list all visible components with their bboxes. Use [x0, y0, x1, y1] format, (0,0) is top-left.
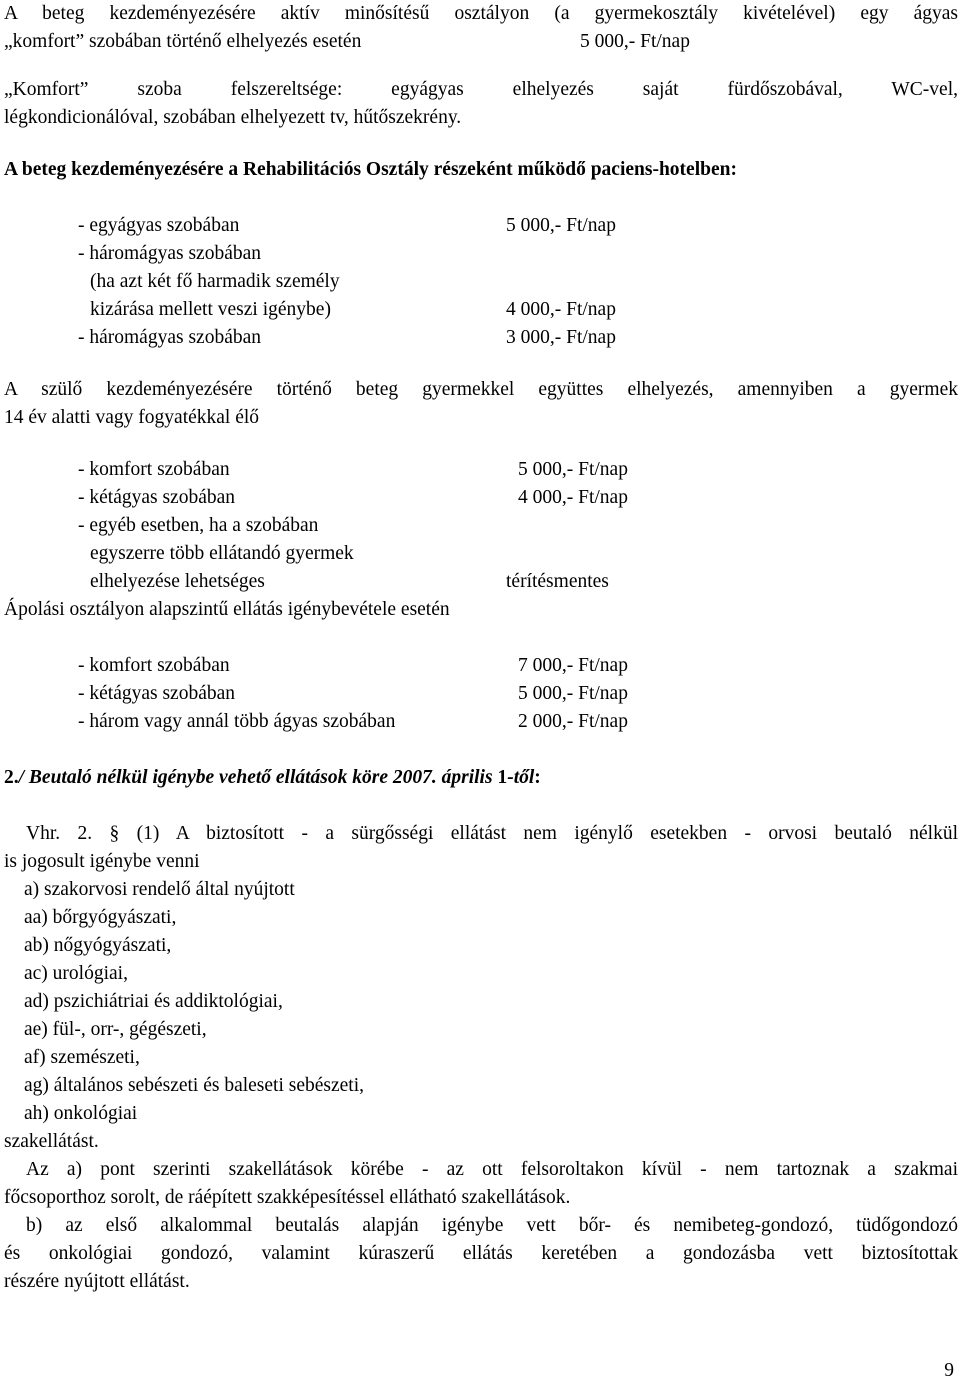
parent-row-label: - komfort szobában — [78, 459, 230, 480]
rehab-row-label: - egyágyas szobában — [78, 215, 240, 236]
section-2-heading — [4, 764, 541, 792]
nursing-row-label: - kétágyas szobában — [78, 683, 236, 704]
intro-line-1: A beteg kezdeményezésére aktív minősítésű osztályon (a gyermekosztály kivételével) egy ágyas — [4, 3, 958, 24]
parent-row-price: 5 000,- Ft/nap — [518, 459, 628, 480]
vhr-item: ac) urológiai, — [24, 963, 128, 984]
vhr-item: aa) bőrgyógyászati, — [24, 907, 177, 928]
page-number: 9 — [944, 1360, 954, 1381]
intro-line-2: „komfort” szobában történő elhelyezés esetén — [4, 31, 362, 52]
section-date-number: 1 — [497, 767, 508, 788]
rehab-heading: A beteg kezdeményezésére a Rehabilitációs Osztály részeként működő paciens-hotelben: — [4, 159, 737, 180]
rehab-row-label: (ha azt két fő harmadik személy — [90, 271, 340, 292]
vhr-item: af) szemészeti, — [24, 1047, 140, 1068]
intro-price: 5 000,- Ft/nap — [580, 31, 690, 52]
para-b-line-2: és onkológiai gondozó, valamint kúraszerű ellátás keretében a gondozásba vett biztosítottak — [4, 1243, 958, 1264]
vhr-item: ag) általános sebészeti és baleseti sebészeti, — [24, 1075, 365, 1096]
section-title: / Beutaló nélkül igénybe vehető ellátások köre 2007. április — [18, 767, 493, 788]
parent-line-2: 14 év alatti vagy fogyatékkal élő — [4, 407, 260, 428]
parent-row-label: egyszerre több ellátandó gyermek — [90, 543, 354, 564]
vhr-line-2: is jogosult igénybe venni — [4, 851, 200, 872]
section-number: 2. — [4, 767, 19, 788]
nursing-row-price: 5 000,- Ft/nap — [518, 683, 628, 704]
parent-row-price: 4 000,- Ft/nap — [518, 487, 628, 508]
vhr-item: ae) fül-, orr-, gégészeti, — [24, 1019, 207, 1040]
section-colon: : — [534, 767, 541, 788]
rehab-row-price: 3 000,- Ft/nap — [506, 327, 616, 348]
section-date-suffix: -től — [507, 767, 535, 788]
rehab-row-price: 5 000,- Ft/nap — [506, 215, 616, 236]
comfort-line-1: „Komfort” szoba felszereltsége: egyágyas elhelyezés saját fürdőszobával, WC-vel, — [4, 79, 958, 100]
comfort-line-2: légkondicionálóval, szobában elhelyezett tv, hűtőszekrény. — [4, 107, 462, 128]
nursing-row-price: 7 000,- Ft/nap — [518, 655, 628, 676]
vhr-item: ab) nőgyógyászati, — [24, 935, 172, 956]
nursing-heading: Ápolási osztályon alapszintű ellátás igénybevétele esetén — [4, 599, 450, 620]
vhr-item: ad) pszichiátriai és addiktológiai, — [24, 991, 283, 1012]
parent-row-label: - kétágyas szobában — [78, 487, 236, 508]
parent-row-price: térítésmentes — [506, 571, 609, 592]
rehab-row-label: - háromágyas szobában — [78, 243, 262, 264]
vhr-line-1: Vhr. 2. § (1) A biztosított - a sürgősségi ellátást nem igénylő esetekben - orvosi beutaló nélkül — [26, 823, 958, 844]
vhr-item: a) szakorvosi rendelő által nyújtott — [24, 879, 295, 900]
vhr-item: ah) onkológiai — [24, 1103, 138, 1124]
para-b-line-3: részére nyújtott ellátást. — [4, 1271, 190, 1292]
rehab-row-label: kizárása mellett veszi igénybe) — [90, 299, 331, 320]
parent-row-label: elhelyezése lehetséges — [90, 571, 265, 592]
nursing-row-label: - komfort szobában — [78, 655, 230, 676]
nursing-row-label: - három vagy annál több ágyas szobában — [78, 711, 396, 732]
para-a-line-1: Az a) pont szerinti szakellátások körébe - az ott felsoroltakon kívül - nem tartoznak a szakmai — [26, 1159, 958, 1180]
parent-line-1: A szülő kezdeményezésére történő beteg gyermekkel együttes elhelyezés, amennyiben a gyermek — [4, 379, 958, 400]
document-page — [4, 0, 958, 1385]
para-a-line-2: főcsoporthoz sorolt, de ráépített szakképesítéssel ellátható szakellátások. — [4, 1187, 571, 1208]
vhr-closing: szakellátást. — [4, 1131, 99, 1152]
parent-row-label: - egyéb esetben, ha a szobában — [78, 515, 319, 536]
para-b-line-1: b) az első alkalommal beutalás alapján igénybe vett bőr- és nemibeteg-gondozó, tüdőgondozó — [26, 1215, 958, 1236]
rehab-row-price: 4 000,- Ft/nap — [506, 299, 616, 320]
nursing-row-price: 2 000,- Ft/nap — [518, 711, 628, 732]
rehab-row-label: - háromágyas szobában — [78, 327, 262, 348]
